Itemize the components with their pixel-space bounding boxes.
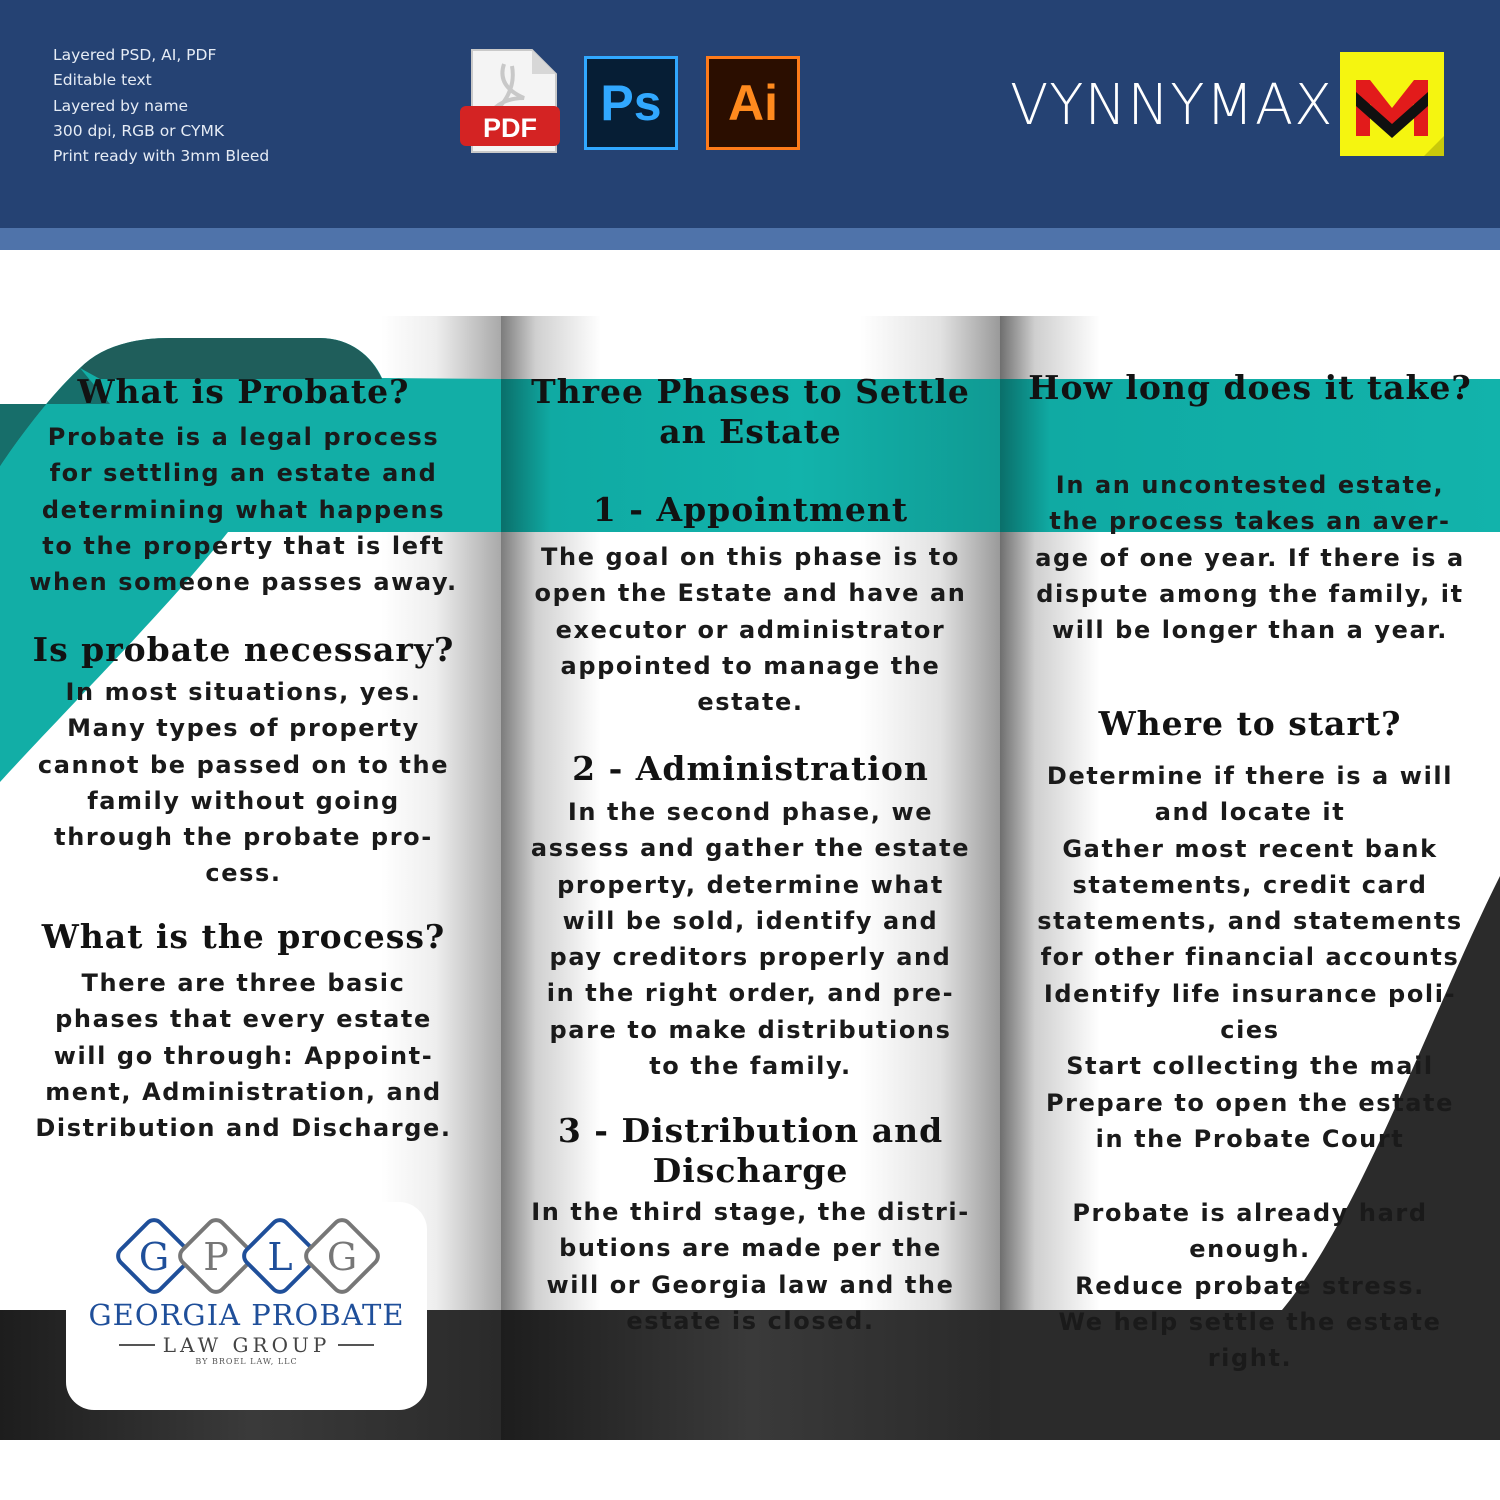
pdf-badge-label: PDF — [483, 112, 537, 143]
brochure-panel-middle — [501, 316, 1000, 1440]
heading-three-phases: Three Phases to Settle an Estate — [531, 372, 970, 451]
divider — [338, 1344, 374, 1346]
paragraph-probate-necessary: In most situations, yes. Many types of property cannot be passed on to the family without going through the probate pro- cess. — [37, 678, 450, 888]
illustrator-icon: Ai — [706, 56, 800, 150]
gplg-letter: G — [138, 1235, 170, 1279]
gplg-logo-icon — [114, 1216, 382, 1296]
heading-what-is-probate: What is Probate? — [77, 372, 410, 411]
paragraph-appointment: The goal on this phase is to open the Estate and have an executor or administrator appointed to manage the estate. — [534, 543, 967, 717]
gplg-subtitle-row — [66, 1332, 427, 1358]
file-spec-list — [53, 43, 269, 169]
heading-administration: 2 - Administration — [572, 749, 929, 788]
spec-item: Editable text — [53, 71, 152, 90]
spec-item: Print ready with 3mm Bleed — [53, 147, 270, 166]
spec-item: Layered by name — [53, 96, 189, 115]
heading-appointment: 1 - Appointment — [592, 490, 909, 529]
photoshop-icon: Ps — [584, 56, 678, 150]
heading-how-long: How long does it take? — [1028, 368, 1472, 407]
heading-where-to-start: Where to start? — [1098, 704, 1402, 743]
header-stripe — [0, 228, 1500, 250]
header-banner — [0, 0, 1500, 228]
gplg-letter: P — [203, 1235, 229, 1279]
brand-name: VYNNYMAX — [1010, 73, 1334, 138]
paragraph-closing-message: Probate is already hard enough. Reduce probate stress. We help settle the estate right. — [1058, 1199, 1442, 1373]
gplg-logo-card — [66, 1202, 427, 1410]
spec-item: 300 dpi, RGB or CYMK — [53, 121, 225, 140]
brochure-panel-right — [1000, 316, 1500, 1440]
paragraph-where-to-start: Determine if there is a will and locate it Gather most recent bank statements, credit card statements, and statements for other financial accounts Identify life insurance poli- cies Start collecting the mail Prepare to open the estate in the Probate Court — [1037, 762, 1463, 1153]
gplg-byline: BY BROEL LAW, LLC — [195, 1357, 298, 1366]
heading-distribution-discharge: 3 - Distribution and Discharge — [557, 1111, 944, 1190]
paragraph-process: There are three basic phases that every estate will go through: Appoint- ment, Administration, and Distribution and Discharge. — [35, 969, 452, 1143]
gplg-title: GEORGIA PROBATE — [88, 1298, 405, 1332]
gplg-letter: L — [267, 1235, 293, 1279]
paragraph-administration: In the second phase, we assess and gather the estate property, determine what will be sold, identify and pay creditors properly and in the right order, and pre- pare to make distributions to the family. — [530, 798, 971, 1081]
paragraph-how-long: In an uncontested estate, the process takes an aver- age of one year. If there is a dispute among the family, it will be longer than a year. — [1035, 471, 1465, 645]
gplg-subtitle: LAW GROUP — [162, 1333, 331, 1357]
gplg-letter: G — [326, 1235, 358, 1279]
paragraph-probate-definition: Probate is a legal process for settling an estate and determining what happens to the property that is left when someone passes away. — [29, 423, 458, 597]
divider — [119, 1344, 155, 1346]
heading-is-probate-necessary: Is probate necessary? — [32, 630, 455, 669]
brand-logo-icon — [1340, 52, 1444, 156]
heading-what-is-the-process: What is the process? — [41, 917, 446, 956]
paragraph-distribution: In the third stage, the distri- butions are made per the will or Georgia law and the estate is closed. — [531, 1198, 970, 1335]
spec-item: Layered PSD, AI, PDF — [53, 46, 217, 64]
